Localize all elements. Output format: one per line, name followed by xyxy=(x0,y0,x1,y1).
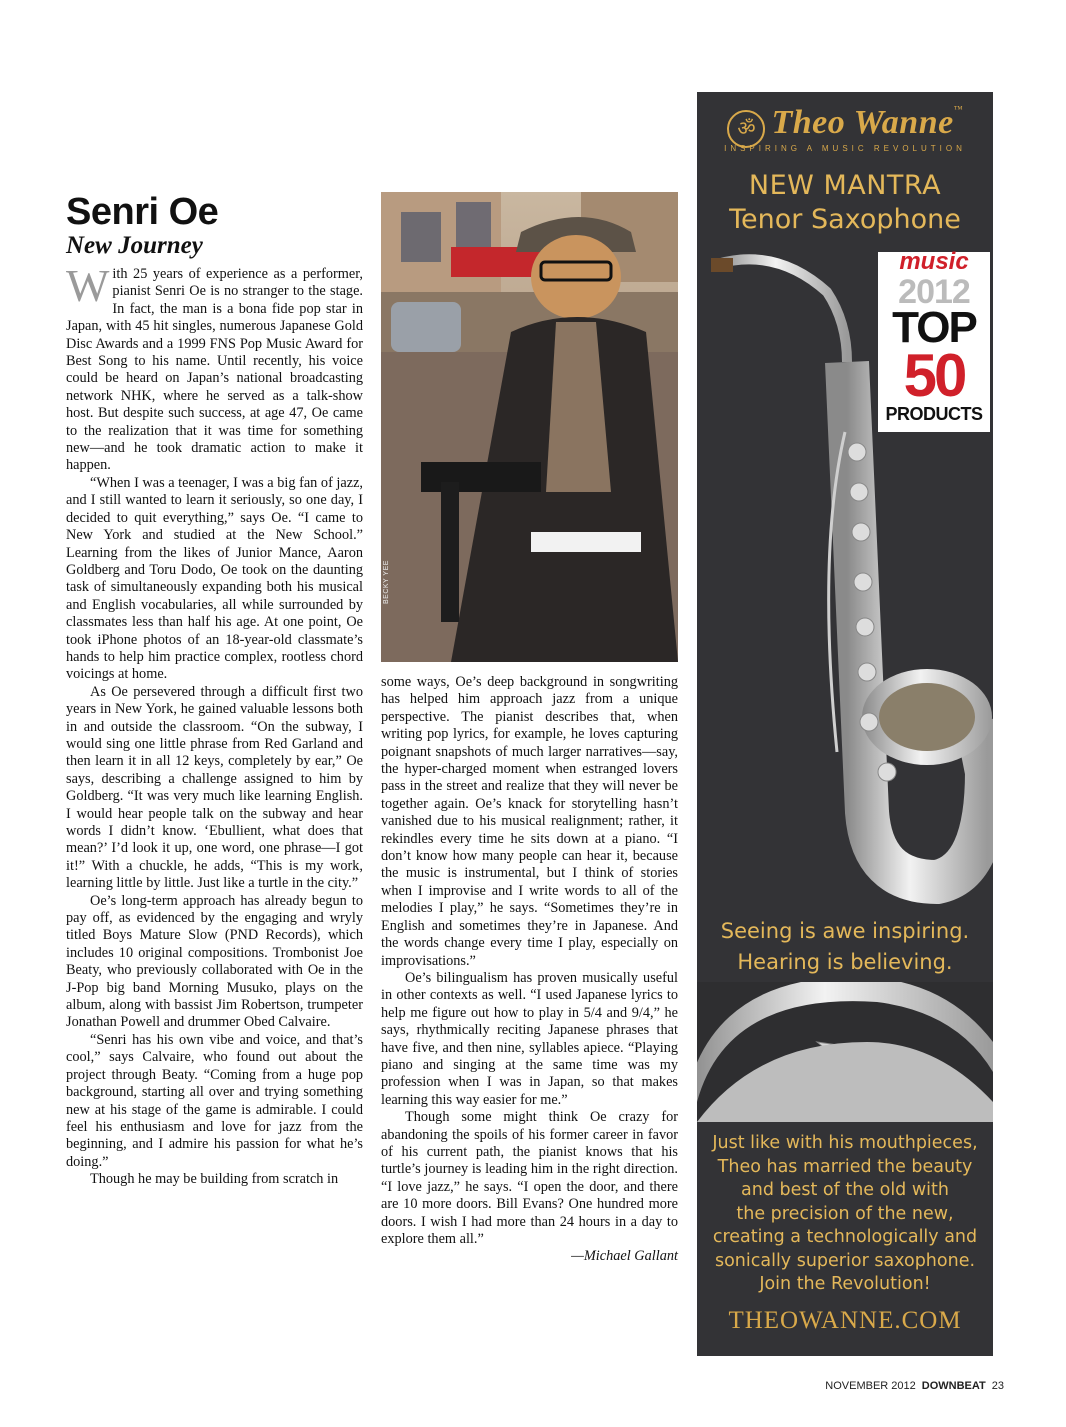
ad-model-type: Tenor Saxophone xyxy=(729,204,961,235)
top-50-products-badge: music 2012 TOP 50 PRODUCTS xyxy=(878,252,990,432)
article-paragraph: Oe’s long-term approach has already begun to pay off, as evidenced by the engaging and wryly titled Boys Mature Slow (PND Records), which includes 10 original compositions. Trombonist Joe Beaty, who previously collaborated with Oe in the J-Pop big band Morning Musuko, plays on the album, along with bassist Jim Robertson, trumpeter Jonathan Powell and drummer Obed Calvaire. xyxy=(66,892,363,1031)
saxophone-detail-image xyxy=(697,982,993,1122)
page-folio xyxy=(825,1380,1004,1392)
drop-cap: W xyxy=(66,260,110,311)
article-column-1 xyxy=(66,260,363,1189)
article-paragraph: some ways, Oe’s deep background in songwriting has helped him approach jazz from a unique perspective. The pianist describes that, when writing pop lyrics, for example, he loves capturing poignant snapshots of much larger narratives—say, the hyper-charged moment when estranged lovers pass in the street and realize that they will never be together again. Oe’s knack for storytelling hasn’t vanished due to his musical realignment; rather, it rekindles every time he sits down at a piano. “I don’t know how many people can hear it, because the music is instrumental, but I think of stories when I improvise and I write words to all of the melodies I play,” he says. “Sometimes they’re in English and sometimes they’re in Japanese. And the words change every time I play, especially on improvisations.” xyxy=(381,674,678,969)
om-symbol-icon: ॐ xyxy=(727,110,765,148)
article-paragraph: “Senri has his own vibe and voice, and that’s cool,” says Calvaire, who found out about the project through Beaty. “Coming from a huge pop background, starting all over and trying something new at his stage of the game is admirable. I could feel his enthusiasm and love for jazz from the beginning, and I admire his passion for what he’s doing.” xyxy=(66,1031,363,1170)
article-paragraph: Though some might think Oe crazy for abandoning the spoils of his former career in favor of his current path, the pianist knows that his turtle’s journey is leading him in the right direction. “I love jazz,” he says. “I open the door, and there are 10 more doors. Bill Evans? One hundred more doors. I wish I had more than 24 hours in a day to explore them all.” xyxy=(381,1109,678,1247)
ad-slogan: Seeing is awe inspiring. Hearing is believing. xyxy=(720,919,970,974)
article-subtitle: New Journey xyxy=(66,232,203,259)
magazine-name: DOWNBEAT xyxy=(921,1380,986,1392)
ad-website-link[interactable]: THEOWANNE.COM xyxy=(728,1307,962,1334)
advertisement xyxy=(697,92,993,1356)
article-column-2 xyxy=(381,674,678,1266)
issue-date: NOVEMBER 2012 xyxy=(825,1380,916,1392)
ad-body-copy: Just like with his mouthpieces, Theo has married the beauty and best of the old with the precision of the new, creating a technologically and sonically superior saxophone. Join the Revolution! xyxy=(712,1133,978,1294)
article-paragraph: “When I was a teenager, I was a big fan of jazz, and I still wanted to learn it seriously, so one day, I decided to quit everything,” says Oe. “I came to New York and studied at the New School.” Learning from the likes of Junior Mance, Aaron Goldberg and Toru Dodo, Oe took on the daunting task of simultaneously expanding both his musical and English vocabularies, all while surrounded by classmates less than half his age. At one point, Oe took iPhone photos of an 18-year-old classmate’s hands to help him practice complex, rootless chord voicings at home. xyxy=(66,474,363,683)
article-photo xyxy=(381,192,678,662)
page-number: 23 xyxy=(991,1380,1004,1392)
article-paragraph: As Oe persevered through a difficult first two years in New York, he gained valuable lessons both in and outside the classroom. “On the subway, I would sing one little phrase from Red Garland and then learn it in all 12 keys, completely by ear,” Oe says, describing a challenge assigned to him by Goldberg. “It was very much like learning English. I would hear people talk on the subway and hear words I didn’t know. ‘Ebullient, what does that mean?’ I’d look it up, one word, one phrase—I got it!” With a chuckle, he adds, “This is my work, learning little by little. Just like a turtle in the city.” xyxy=(66,683,363,892)
photo-credit: BECKY YEE xyxy=(383,560,390,604)
article-paragraph: With 25 years of experience as a performer, pianist Senri Oe is no stranger to the stage. In fact, the man is a bona fide pop star in Japan, with 45 hit singles, numerous Japanese Gold Disc Awards and a 1999 FNS Pop Music Award for Best Song to his name. Until recently, his voice could be heard on Japan’s national broadcasting network NHK, where he served as a talk-show host. But despite such success, at age 47, Oe came to the realization that it was time for something new—and he took dramatic action to make it happen. xyxy=(66,260,363,474)
article-byline: —Michael Gallant xyxy=(571,1248,678,1265)
ad-logo: ॐ Theo Wanne™ xyxy=(697,104,993,148)
ad-tagline: INSPIRING A MUSIC REVOLUTION xyxy=(724,144,966,153)
ad-model-name: NEW MANTRA xyxy=(748,170,942,201)
article-paragraph: Oe’s bilingualism has proven musically useful in other contexts as well. “I used Japanese lyrics to help me figure out how to play in 5/4 and 9/4,” he says, rhythmically reciting Japanese phrases that have five, and then nine, syllables apiece. “Playing piano and singing at the same time was my profession when I was in Japan, so that makes learning this way easier for me.” xyxy=(381,969,678,1108)
article-paragraph: Though he may be building from scratch in xyxy=(90,1171,339,1188)
article-title: Senri Oe xyxy=(66,191,219,233)
